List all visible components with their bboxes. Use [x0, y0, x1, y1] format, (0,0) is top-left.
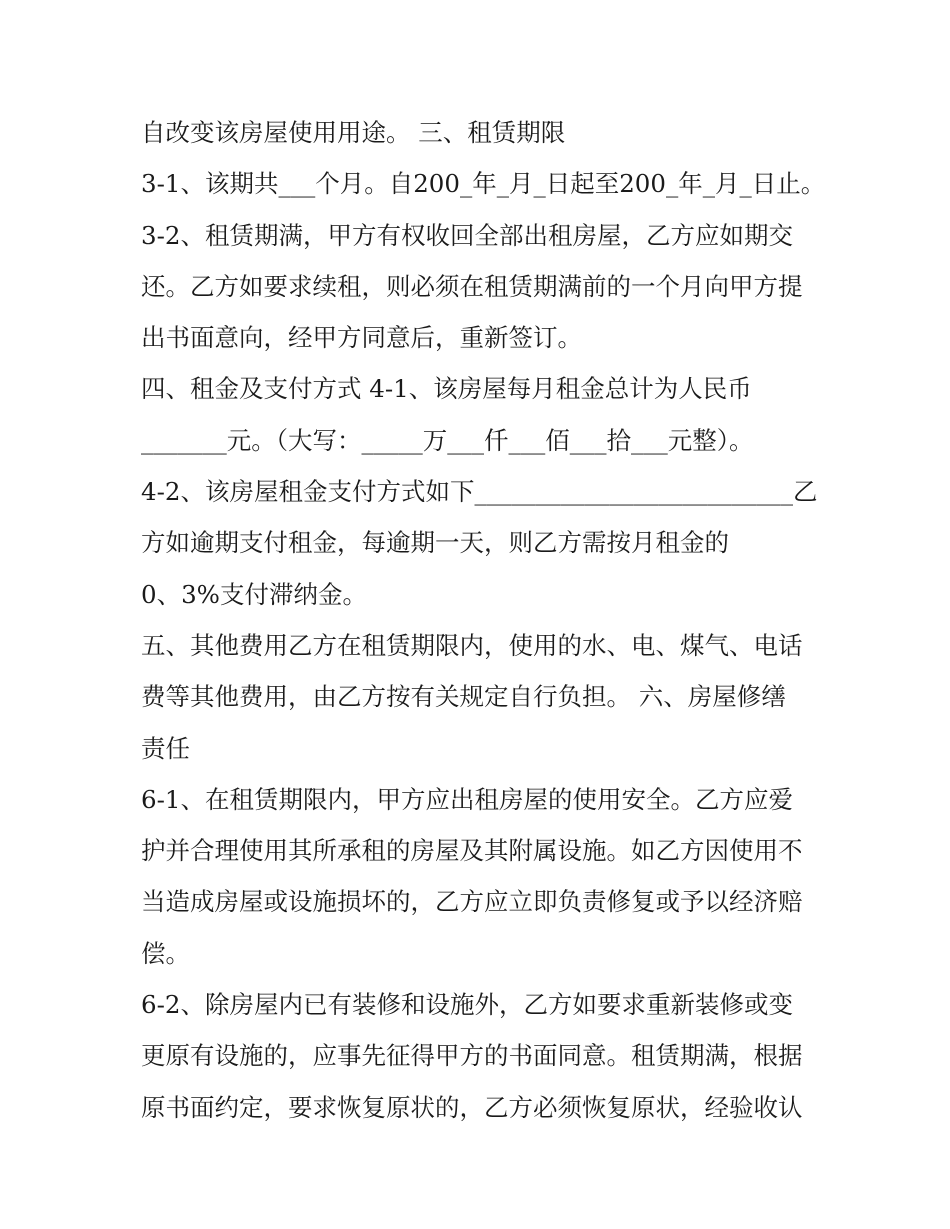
- text-line: 四、租金及支付方式 4-1、该房屋每月租金总计为人民币: [141, 374, 752, 404]
- text-line: 还。乙方如要求续租，则必须在租赁期满前的一个月向甲方提: [141, 271, 803, 301]
- text-line: 五、其他费用乙方在租赁期限内，使用的水、电、煤气、电话: [141, 630, 803, 660]
- text-line: 6-1、在租赁期限内，甲方应出租房屋的使用安全。乙方应爱: [141, 784, 793, 814]
- text-line: 3-1、该期共___个月。自200_年_月_日起至200_年_月_日止。: [141, 169, 826, 199]
- text-line: 0、3%支付滞纳金。: [141, 579, 367, 609]
- text-line: 6-2、除房屋内已有装修和设施外，乙方如要求重新装修或变: [141, 990, 793, 1020]
- contract-text: [141, 107, 831, 1133]
- text-line: 4-2、该房屋租金支付方式如下__________________________乙: [141, 477, 818, 507]
- text-line: 费等其他费用，由乙方按有关规定自行负担。 六、房屋修缮: [141, 682, 786, 712]
- text-line: 原书面约定，要求恢复原状的，乙方必须恢复原状，经验收认: [141, 1092, 803, 1122]
- text-line: 当造成房屋或设施损坏的，乙方应立即负责修复或予以经济赔: [141, 887, 803, 917]
- text-line: 方如逾期支付租金，每逾期一天，则乙方需按月租金的: [141, 528, 729, 558]
- text-line: 更原有设施的，应事先征得甲方的书面同意。租赁期满，根据: [141, 1041, 803, 1071]
- text-line: 出书面意向，经甲方同意后，重新签订。: [141, 323, 582, 353]
- text-line: 偿。: [141, 938, 190, 968]
- text-line: 自改变该房屋使用用途。 三、租赁期限: [141, 118, 566, 147]
- text-line: 护并合理使用其所承租的房屋及其附属设施。如乙方因使用不: [141, 836, 803, 866]
- text-line: 3-2、租赁期满，甲方有权收回全部出租房屋，乙方应如期交: [141, 220, 793, 250]
- text-line: 责任: [141, 733, 190, 763]
- text-line: _______元。（大写：_____万___仟___佰___拾___元整）。: [141, 425, 754, 455]
